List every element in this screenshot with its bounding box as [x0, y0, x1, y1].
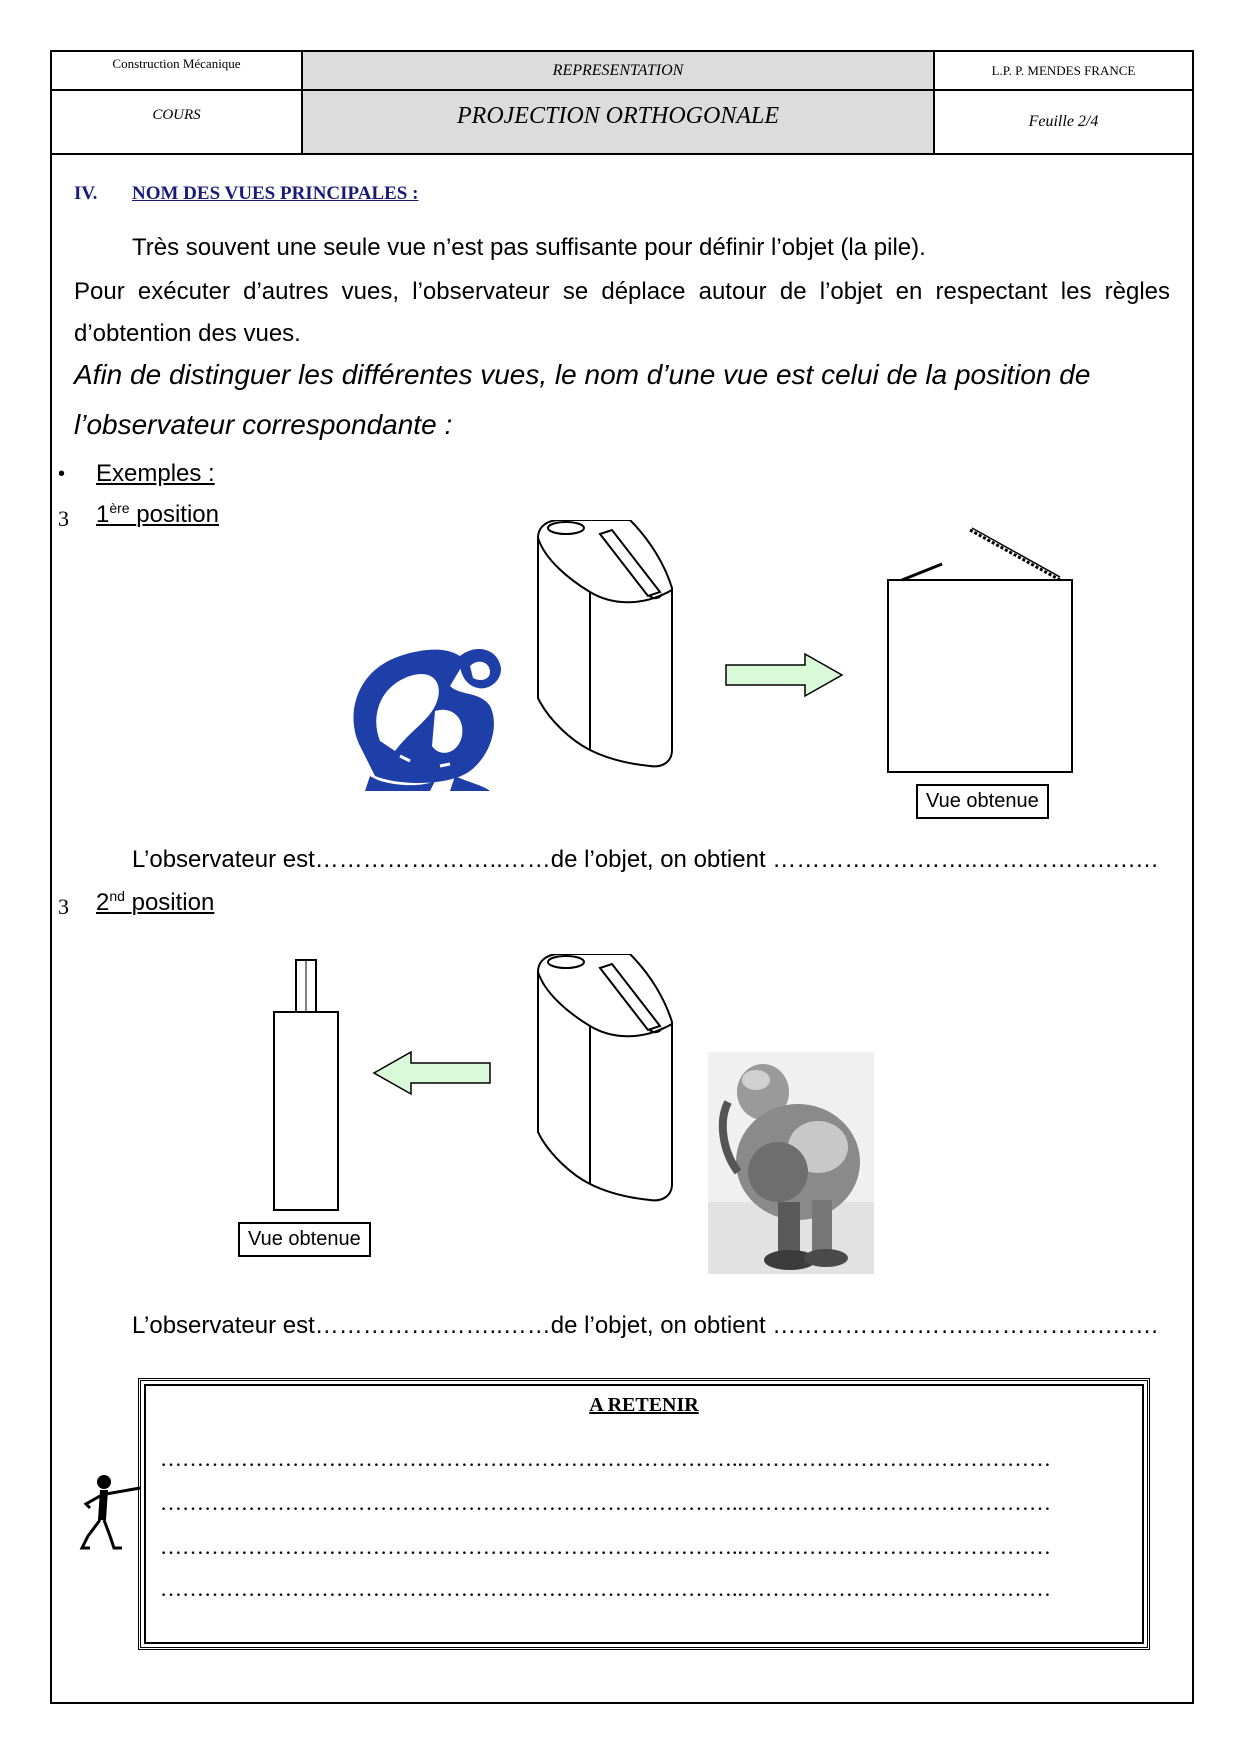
battery-object-1 [530, 520, 700, 770]
result-view-2 [266, 956, 346, 1214]
header-type: COURS [51, 90, 302, 154]
position-1-sentence-a: L’observateur est [132, 846, 315, 873]
result-view-1 [880, 520, 1080, 776]
position-2-sentence-b: de l’objet, on obtient [550, 1312, 766, 1339]
header-title: PROJECTION ORTHOGONALE [302, 90, 934, 154]
retenir-line-1: ……………………………………………………………………..…………………………………… [160, 1446, 1051, 1471]
stick-figure-pointing-icon [78, 1474, 148, 1554]
position-1-dots-b: ……………………..…………….….… [772, 846, 1159, 873]
position-1-marker: 3 [58, 506, 69, 531]
observer-1-image [340, 636, 515, 791]
position-1-sentence [132, 838, 1159, 882]
retenir-line-4: ……………………………………………………………………..…………………………………… [160, 1576, 1051, 1601]
arrow-right-icon [720, 650, 850, 700]
result-view-1-label: Vue obtenue [916, 784, 1049, 819]
examples-label: Exemples : [96, 460, 215, 487]
battery-object-2 [530, 954, 700, 1204]
section-number: IV. [74, 183, 98, 204]
position-1-dots-a: …………….……..…… [314, 846, 551, 873]
position-2-dots-a: …………….……..…… [314, 1312, 551, 1339]
observer-2-image [708, 1052, 874, 1274]
position-2-dots-b: ……………………..…………….….… [772, 1312, 1159, 1339]
position-1-sup: ère [109, 500, 130, 516]
paragraph-1: Très souvent une seule vue n’est pas suffisante pour définir l’objet (la pile). [132, 234, 926, 261]
paragraph-3-line-1: Afin de distinguer les différentes vues, le nom d’une vue est celui de la position de [74, 359, 1091, 390]
header-school: L.P. P. MENDES FRANCE [934, 51, 1193, 90]
position-2-sup: nd [109, 888, 125, 904]
paragraph-2-line-2: d’obtention des vues. [74, 320, 301, 347]
position-1-sentence-b: de l’objet, on obtient [550, 846, 766, 873]
bullet: • [58, 463, 66, 485]
position-2-sentence-a: L’observateur est [132, 1312, 315, 1339]
position-1-heading [96, 500, 219, 529]
position-1-word: position [136, 501, 219, 528]
position-2-word: position [131, 889, 215, 916]
result-view-2-label: Vue obtenue [238, 1222, 371, 1257]
paragraph-3-line-2: l’observateur correspondante : [74, 409, 453, 440]
arrow-left-icon [366, 1048, 496, 1098]
position-2-sentence [132, 1304, 1159, 1348]
position-2-heading [96, 888, 214, 917]
header-subject: Construction Mécanique [51, 51, 302, 90]
retenir-title: A RETENIR [589, 1394, 699, 1416]
header-sheet: Feuille 2/4 [934, 90, 1193, 154]
header-table [50, 50, 1194, 155]
header-category: REPRESENTATION [302, 51, 934, 90]
position-2-marker: 3 [58, 894, 69, 919]
position-2-number: 2 [96, 889, 110, 916]
retenir-line-2: ……………………………………………………………………..…………………………………… [160, 1490, 1051, 1515]
paragraph-2-line-1: Pour exécuter d’autres vues, l’observateur se déplace autour de l’objet en respectant les règles [74, 278, 1170, 305]
retenir-line-3: ……………………………………………………………………..…………………………………… [160, 1534, 1051, 1559]
position-1-number: 1 [96, 501, 110, 528]
section-title: NOM DES VUES PRINCIPALES : [132, 183, 419, 204]
